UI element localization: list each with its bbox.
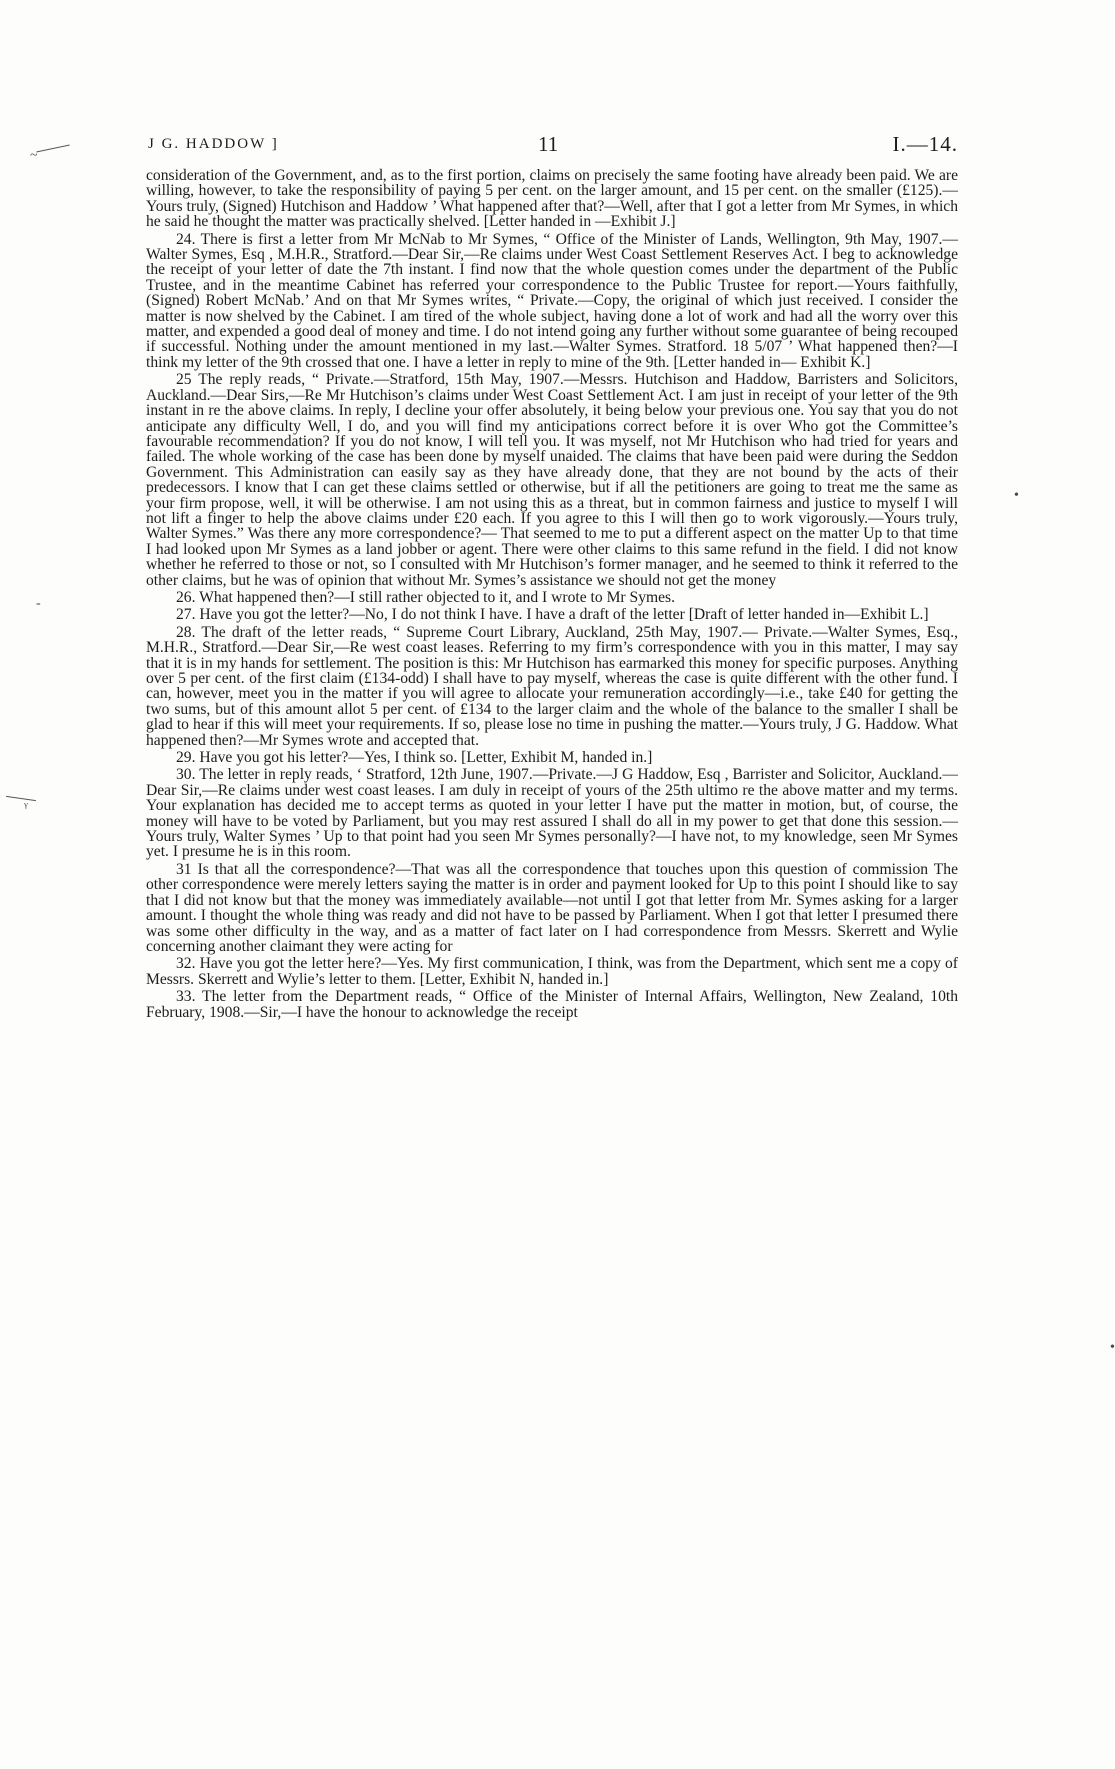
page-header xyxy=(146,128,958,168)
paragraph-32: 32. Have you got the letter here?—Yes. My first communication, I think, was from the Department, which sent me a copy of Messrs. Skerrett and Wylie’s letter to them. [Letter, Exhibit N, handed in.] xyxy=(146,955,958,988)
paragraph-28: 28. The draft of the letter reads, “ Supreme Court Library, Auckland, 25th May, 1907.— Private.—Walter Symes, Esq., M.H.R., Stratford.—Dear Sir,—Re west coast leases. Referring to my firm’s correspondence with you in this matter, I may say that it is in my hands for settlement. The position is this: Mr Hutchison has earmarked this money for specific purposes. Anything over 5 per cent. of the first claim (£134-odd) I shall have to pay myself, whereas the case is quite different with the other fund. I can, however, meet you in the matter if you will agree to allocate your remuneration accordingly—i.e., take £40 for getting the two sums, but of this amount allot 5 per cent. of £134 to the larger claim and the whole of the balance to the smaller I shall be glad to hear if this will meet your requirements. If so, please lose no time in pushing the matter.—Yours truly, J G. Haddow. What happened then?—Mr Symes wrote and accepted that. xyxy=(146,623,958,749)
margin-mark: • xyxy=(1110,1340,1115,1355)
paragraph-30: 30. The letter in reply reads, ‘ Stratford, 12th June, 1907.—Private.—J G Haddow, Esq , Barrister and Solicitor, Auckland.—Dear Sir,—Re claims under west coast leases. I am duly in receipt of yours of the 25th ultimo re the above matter and my terms. Your explanation has decided me to accept terms as quoted in your letter I have put the matter in motion, but, of course, the money will have to be voted by Parliament, but you may rest assured I shall do all in my power to get that done this session.—Yours truly, Walter Symes ’ Up to that point had you seen Mr Symes personally?—I have not, to my knowledge, seen Mr Symes yet. I presume he is in this room. xyxy=(146,766,958,861)
paragraph-31: 31 Is that all the correspondence?—That was all the correspondence that touches upon this question of commission The other correspondence were merely letters saying the matter is in order and payment looked for Up to this point I should like to say that I did not know but that the money was immediately available—not until I got that letter from Mr. Symes asking for a larger amount. I thought the whole thing was ready and did not have to be passed by Parliament. When I got that letter I presumed there was some other difficulty in the way, and as a matter of fact later on I had correspondence from Messrs. Skerrett and Wylie concerning another claimant they were acting for xyxy=(146,860,958,955)
margin-mark: ~ xyxy=(30,148,38,163)
body-text xyxy=(146,168,958,1020)
document-page xyxy=(146,128,958,1020)
margin-stroke xyxy=(6,796,36,801)
paragraph-33: 33. The letter from the Department reads, “ Office of the Minister of Internal Affairs, Wellington, New Zealand, 10th February, 1908.—Sir,—I have the honour to acknowledge the receipt xyxy=(146,988,958,1021)
margin-mark: ᵞ xyxy=(24,800,28,815)
paragraph-continuation: consideration of the Government, and, as to the first portion, claims on precisely the same footing have already been paid. We are willing, however, to take the responsibility of paying 5 per cent. on the larger amount, and 15 per cent. on the smaller (£125).—Yours truly, (Signed) Hutchison and Haddow ’ What happened after that?—Well, after that I got a letter from Mr Symes, in which he said he thought the matter was practically shelved. [Letter handed in —Exhibit J.] xyxy=(146,167,958,231)
paragraph-29: 29. Have you got his letter?—Yes, I think so. [Letter, Exhibit M, handed in.] xyxy=(176,749,653,767)
paragraph-27: 27. Have you got the letter?—No, I do not think I have. I have a draft of the letter [Draft of letter handed in—Exhibit L.] xyxy=(176,606,929,624)
margin-mark: - xyxy=(36,596,41,611)
paragraph-24: 24. There is first a letter from Mr McNab to Mr Symes, “ Office of the Minister of Lands, Wellington, 9th May, 1907.—Walter Symes, Esq , M.H.R., Stratford.—Dear Sir,—Re claims under West Coast Settlement Reserves Act. I beg to acknowledge the receipt of your letter of date the 7th instant. I find now that the whole question comes under the department of the Public Trustee, and in the meantime Cabinet has referred your correspondence to the Public Trustee for report.—Yours faithfully, (Signed) Robert McNab.’ And on that Mr Symes writes, “ Private.—Copy, the original of which just received. I consider the matter is now shelved by the Cabinet. I am tired of the whole subject, having done a lot of work and had all the worry over this matter, and expended a good deal of money and time. I do not intend going any further without some guarantee of being recouped if successful. Nothing under the amount mentioned in my last.—Walter Symes. Stratford. 18 5/07 ’ What happened then?—I think my letter of the 9th crossed that one. I have a letter in reply to mine of the 9th. [Letter handed in— Exhibit K.] xyxy=(146,230,958,371)
header-author: J G. HADDOW ] xyxy=(148,136,279,152)
paragraph-26: 26. What happened then?—I still rather objected to it, and I wrote to Mr Symes. xyxy=(176,588,676,606)
document-code: I.—14. xyxy=(892,132,958,156)
margin-stroke xyxy=(36,144,69,152)
margin-mark: • xyxy=(1014,488,1019,503)
paragraph-25: 25 The reply reads, “ Private.—Stratford, 15th May, 1907.—Messrs. Hutchison and Haddow, Barristers and Solicitors, Auckland.—Dear Sirs,—Re Mr Hutchison’s claims under West Coast Settlement Act. I am just in receipt of your letter of the 9th instant in re the above claims. In reply, I decline your offer absolutely, it being below your previous one. You say that you do not anticipate any difficulty Well, I do, and you will find my anticipations correct before it is over Who got the Committee’s favourable recommendation? If you do not know, I will tell you. It was myself, not Mr Hutchison who had tried for years and failed. The whole working of the case has been done by myself unaided. The claims that have been paid were during the Seddon Government. This Administration can easily say as they have already done, that they are not bound by the acts of their predecessors. I know that I can get these claims settled or otherwise, but if all the petitioners are going to treat me the same as your firm propose, well, it will be otherwise. I am not using this as a threat, but in common fairness and justice to myself I will not lift a finger to help the above claims under £20 each. If you agree to this I will then go to work vigorously.—Yours truly, Walter Symes.” Was there any more correspondence?— That seemed to me to put a different aspect on the matter Up to that time I had looked upon Mr Symes as a land jobber or agent. There were other claims to this same refund in the field. I did not know whether he referred to those or not, so I consulted with Mr Hutchison’s former manager, and he seemed to think it referred to the other claims, but he was of opinion that without Mr. Symes’s assistance we should not get the money xyxy=(146,371,958,589)
page-number: 11 xyxy=(538,132,559,156)
